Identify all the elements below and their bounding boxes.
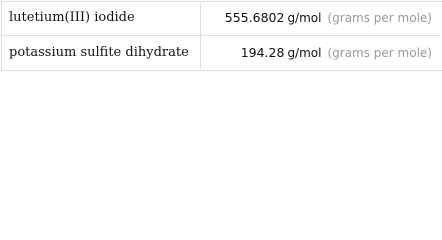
molar-mass-unit: g/mol (287, 46, 322, 60)
molar-mass-table (0, 0, 442, 70)
table-row (1, 36, 441, 70)
molar-mass-unit: g/mol (287, 11, 322, 25)
table-row (1, 1, 441, 35)
unit-description: (grams per mole) (327, 46, 432, 60)
compound-name: lutetium(III) iodide (9, 10, 135, 25)
molar-mass-cell (241, 36, 432, 70)
compound-name: potassium sulfite dihydrate (9, 45, 189, 60)
molar-mass-cell (225, 1, 432, 35)
unit-description: (grams per mole) (327, 11, 432, 25)
molar-mass-value: 194.28 (240, 45, 285, 60)
molar-mass-value: 555.6802 (224, 10, 285, 25)
